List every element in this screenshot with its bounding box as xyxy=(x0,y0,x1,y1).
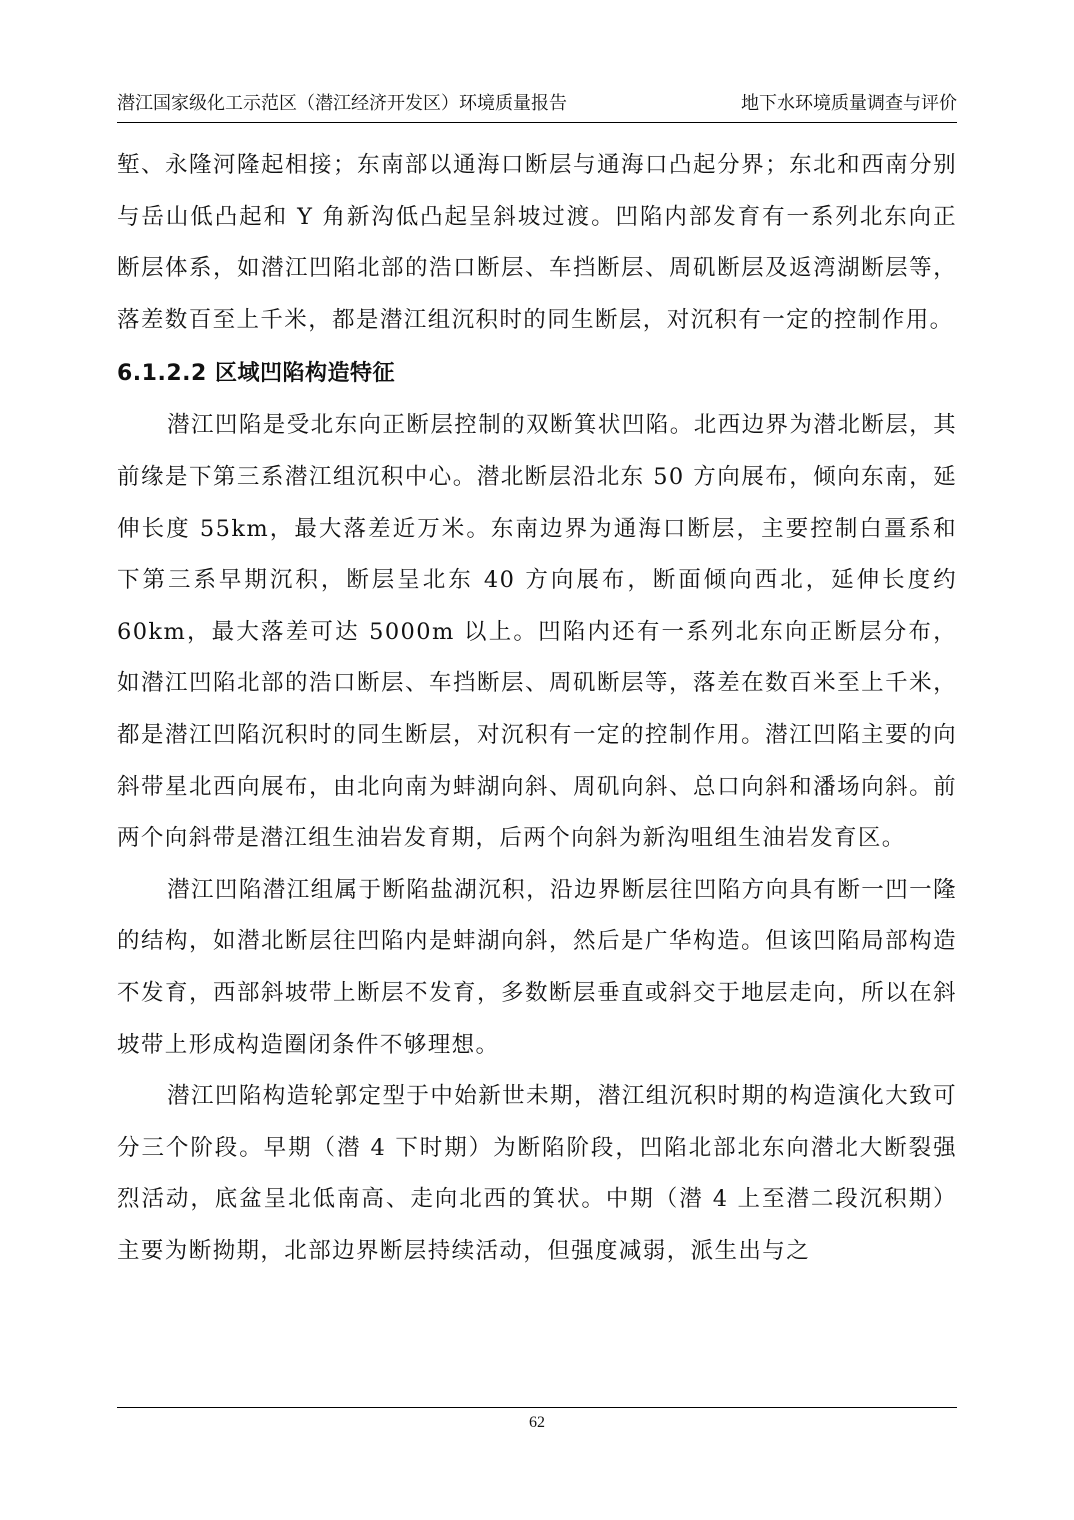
paragraph-continued: 堑、永隆河隆起相接；东南部以通海口断层与通海口凸起分界；东北和西南分别与岳山低凸起和 Y 角新沟低凸起呈斜坡过渡。凹陷内部发育有一系列北东向正断层体系，如潜江凹陷北部的浩口断层、车挡断层、周矶断层及返湾湖断层等，落差数百至上千米，都是潜江组沉积时的同生断层，对沉积有一定的控制作用。 xyxy=(117,152,957,333)
report-title: 潜江国家级化工示范区（潜江经济开发区）环境质量报告 xyxy=(117,93,567,114)
paragraph: 潜江凹陷是受北东向正断层控制的双断箕状凹陷。北西边界为潜北断层，其前缘是下第三系潜江组沉积中心。潜北断层沿北东 50 方向展布，倾向东南，延伸长度 55km，最大落差近万米。东南边界为通海口断层，主要控制白畺系和下第三系早期沉积，断层呈北东 40 方向展布，断面倾向西北，延伸长度约 60km，最大落差可达 5000m 以上。凹陷内还有一系列北东向正断层分布，如潜江凹陷北部的浩口断层、车挡断层、周矶断层等，落差在数百米至上千米，都是潜江凹陷沉积时的同生断层，对沉积有一定的控制作用。潜江凹陷主要的向斜带星北西向展布，由北向南为蚌湖向斜、周矶向斜、总口向斜和潘场向斜。前两个向斜带是潜江组生油岩发育期，后两个向斜为新沟咀组生油岩发育区。 xyxy=(117,412,957,852)
footer-divider xyxy=(117,1407,957,1408)
paragraph: 潜江凹陷构造轮郭定型于中始新世未期，潜江组沉积时期的构造演化大致可分三个阶段。早期（潜 4 下时期）为断陷阶段，凹陷北部北东向潜北大断裂强烈活动，底盆呈北低南高、走向北西的箕状。中期（潜 4 上至潜二段沉积期）主要为断拗期，北部边界断层持续活动，但强度减弱，派生出与之 xyxy=(117,1083,957,1264)
page-body xyxy=(117,140,957,1277)
section-heading: 6.1.2.2 区域凹陷构造特征 xyxy=(117,361,395,387)
page-header xyxy=(117,92,957,123)
page-number: 62 xyxy=(529,1414,545,1431)
chapter-title: 地下水环境质量调查与评价 xyxy=(741,93,957,114)
paragraph: 潜江凹陷潜江组属于断陷盐湖沉积，沿边界断层往凹陷方向具有断一凹一隆的结构，如潜北断层往凹陷内是蚌湖向斜，然后是广华构造。但该凹陷局部构造不发育，西部斜坡带上断层不发育，多数断层垂直或斜交于地层走向，所以在斜坡带上形成构造圈闭条件不够理想。 xyxy=(117,876,957,1058)
